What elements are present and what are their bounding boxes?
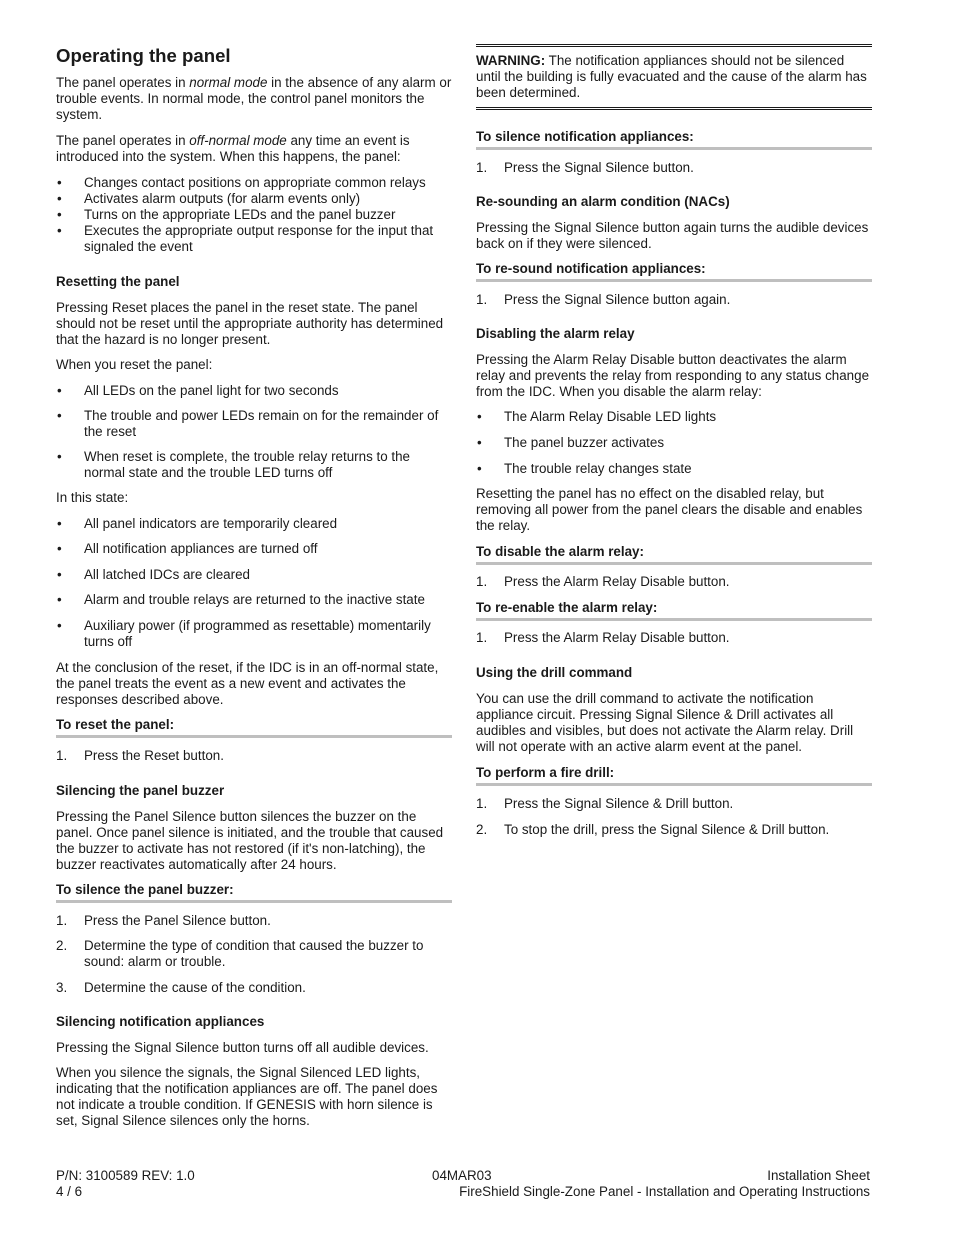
warning-message: The notification appliances should not be silenced until the building is fully evacuated and the cause of the alarm has been determined. <box>476 53 867 100</box>
list-item: • Auxiliary power (if programmed as resettable) momentarily turns off <box>56 618 452 650</box>
list-item: • The panel buzzer activates <box>476 435 872 451</box>
procedure-step <box>56 980 452 996</box>
resound-paragraph: Pressing the Signal Silence button again turns the audible devices back on if they were silenced. <box>476 220 869 251</box>
document-type: Installation Sheet <box>767 1168 870 1183</box>
step-number: 1. <box>476 796 488 811</box>
warning-text <box>476 53 872 101</box>
page-number: 4 / 6 <box>56 1184 83 1199</box>
warning-box <box>476 44 872 110</box>
off-normal-mode-paragraph <box>56 133 452 165</box>
list-item: • The trouble and power LEDs remain on for the remainder of the reset <box>56 408 452 440</box>
step-text: Press the Panel Silence button. <box>84 913 271 928</box>
procedure-heading-reenable: To re-enable the alarm relay: <box>476 600 872 621</box>
footer-right <box>459 1168 870 1200</box>
list-item: • Changes contact positions on appropriate common relays <box>56 175 452 191</box>
procedure-step <box>476 160 872 176</box>
drill-procedure-steps <box>476 796 872 838</box>
step-text: Press the Alarm Relay Disable button. <box>504 574 730 589</box>
reset-intro-paragraph: When you reset the panel: <box>56 357 213 372</box>
list-item: • All notification appliances are turned off <box>56 541 452 557</box>
step-text: Press the Signal Silence & Drill button. <box>504 796 734 811</box>
notification-paragraph-2: When you silence the signals, the Signal Silenced LED lights, indicating that the notification appliances are off. The panel does not indicate a trouble condition. If GENESIS with horn silence is set, Signal Silence silences only the horns. <box>56 1065 438 1128</box>
section-heading-resetting: Resetting the panel <box>56 274 180 289</box>
normal-mode-paragraph <box>56 75 452 123</box>
procedure-step <box>476 574 872 590</box>
text-segment: The panel operates in <box>56 133 190 148</box>
buzzer-procedure-steps <box>56 913 452 996</box>
step-number: 2. <box>476 822 488 837</box>
step-text: Determine the cause of the condition. <box>84 980 306 995</box>
disable-effects-list <box>476 409 872 477</box>
procedure-step <box>56 913 452 929</box>
procedure-step <box>56 748 452 764</box>
step-text: Press the Reset button. <box>84 748 224 763</box>
text-segment: in the absence of any alarm or trouble events. In normal mode, the control panel monitors the system. <box>56 75 452 122</box>
conclusion-paragraph: At the conclusion of the reset, if the IDC is in an off-normal state, the panel treats the event as a new event and activates the responses described above. <box>56 660 439 707</box>
procedure-step <box>476 796 872 812</box>
step-text: Press the Signal Silence button. <box>504 160 694 175</box>
step-number: 1. <box>476 630 488 645</box>
step-number: 1. <box>476 292 488 307</box>
text-segment: any time an event is introduced into the system. When this happens, the panel: <box>56 133 410 164</box>
procedure-heading-disable: To disable the alarm relay: <box>476 544 872 565</box>
left-column <box>56 0 452 1129</box>
step-number: 3. <box>56 980 68 995</box>
section-heading-drill: Using the drill command <box>476 665 633 680</box>
procedure-heading-resound: To re-sound notification appliances: <box>476 261 872 282</box>
section-heading-disable: Disabling the alarm relay <box>476 326 635 341</box>
text-segment: The panel operates in <box>56 75 190 90</box>
part-number: P/N: 3100589 REV: 1.0 <box>56 1168 195 1183</box>
procedure-heading-reset: To reset the panel: <box>56 717 452 738</box>
emphasis-normal-mode: normal mode <box>189 75 268 90</box>
list-item: • All LEDs on the panel light for two seconds <box>56 383 452 399</box>
right-column <box>476 0 872 838</box>
section-heading-buzzer: Silencing the panel buzzer <box>56 783 225 798</box>
emphasis-off-normal-mode: off-normal mode <box>189 133 287 148</box>
list-item: • Turns on the appropriate LEDs and the panel buzzer <box>56 207 452 223</box>
step-text: To stop the drill, press the Signal Silence & Drill button. <box>504 822 830 837</box>
reset-effects-list <box>56 383 452 481</box>
list-item: • The trouble relay changes state <box>476 461 872 477</box>
section-heading-resound: Re-sounding an alarm condition (NACs) <box>476 194 730 209</box>
procedure-step <box>476 630 872 646</box>
disable-procedure-steps <box>476 574 872 590</box>
procedure-heading-drill: To perform a fire drill: <box>476 765 872 786</box>
step-number: 1. <box>56 748 68 763</box>
procedure-step <box>476 292 872 308</box>
procedure-step <box>56 938 452 970</box>
page-title: Operating the panel <box>56 45 231 66</box>
list-item: • Executes the appropriate output response for the input that signaled the event <box>56 223 452 255</box>
notification-paragraph-1: Pressing the Signal Silence button turns off all audible devices. <box>56 1040 429 1055</box>
state-list <box>56 516 452 650</box>
reenable-procedure-steps <box>476 630 872 646</box>
disable-paragraph: Pressing the Alarm Relay Disable button deactivates the alarm relay and prevents the relay from responding to any status change from the IDC. When you disable the alarm relay: <box>476 352 870 399</box>
buzzer-paragraph: Pressing the Panel Silence button silences the buzzer on the panel. Once panel silence is initiated, and the trouble that caused the buzzer to activate has not restored (if it's non-latching), the buzzer reactivates automatically after 24 hours. <box>56 809 444 872</box>
list-item: • All panel indicators are temporarily cleared <box>56 516 452 532</box>
procedure-heading-silence: To silence notification appliances: <box>476 129 872 150</box>
footer-left <box>56 1168 195 1200</box>
footer-date: 04MAR03 <box>432 1168 492 1183</box>
step-number: 2. <box>56 938 68 953</box>
list-item: • Alarm and trouble relays are returned to the inactive state <box>56 592 452 608</box>
step-number: 1. <box>56 913 68 928</box>
procedure-step <box>476 822 872 838</box>
step-text: Press the Signal Silence button again. <box>504 292 731 307</box>
document-title: FireShield Single-Zone Panel - Installation and Operating Instructions <box>459 1184 870 1199</box>
list-item: • When reset is complete, the trouble relay returns to the normal state and the trouble LED turns off <box>56 449 452 481</box>
list-item: • Activates alarm outputs (for alarm events only) <box>56 191 452 207</box>
warning-label: WARNING: <box>476 53 546 68</box>
resound-procedure-steps <box>476 292 872 308</box>
list-item: • The Alarm Relay Disable LED lights <box>476 409 872 425</box>
reset-procedure-steps <box>56 748 452 764</box>
procedure-heading-buzzer: To silence the panel buzzer: <box>56 882 452 903</box>
step-number: 1. <box>476 574 488 589</box>
off-normal-actions-list <box>56 175 452 255</box>
step-number: 1. <box>476 160 488 175</box>
list-item: • All latched IDCs are cleared <box>56 567 452 583</box>
step-text: Determine the type of condition that caused the buzzer to sound: alarm or trouble. <box>84 938 424 969</box>
disable-note-paragraph: Resetting the panel has no effect on the disabled relay, but removing all power from the panel clears the disable and enables the relay. <box>476 486 863 533</box>
drill-paragraph: You can use the drill command to activate the notification appliance circuit. Pressing Signal Silence & Drill activates all audibles and visibles, but does not activate the Alarm relay. Drill will not operate with an active alarm event at the panel. <box>476 691 854 754</box>
reset-paragraph: Pressing Reset places the panel in the reset state. The panel should not be reset until the appropriate authority has determined that the hazard is no longer present. <box>56 300 444 347</box>
silence-procedure-steps <box>476 160 872 176</box>
section-heading-notification: Silencing notification appliances <box>56 1014 265 1029</box>
step-text: Press the Alarm Relay Disable button. <box>504 630 730 645</box>
state-intro-paragraph: In this state: <box>56 490 129 505</box>
